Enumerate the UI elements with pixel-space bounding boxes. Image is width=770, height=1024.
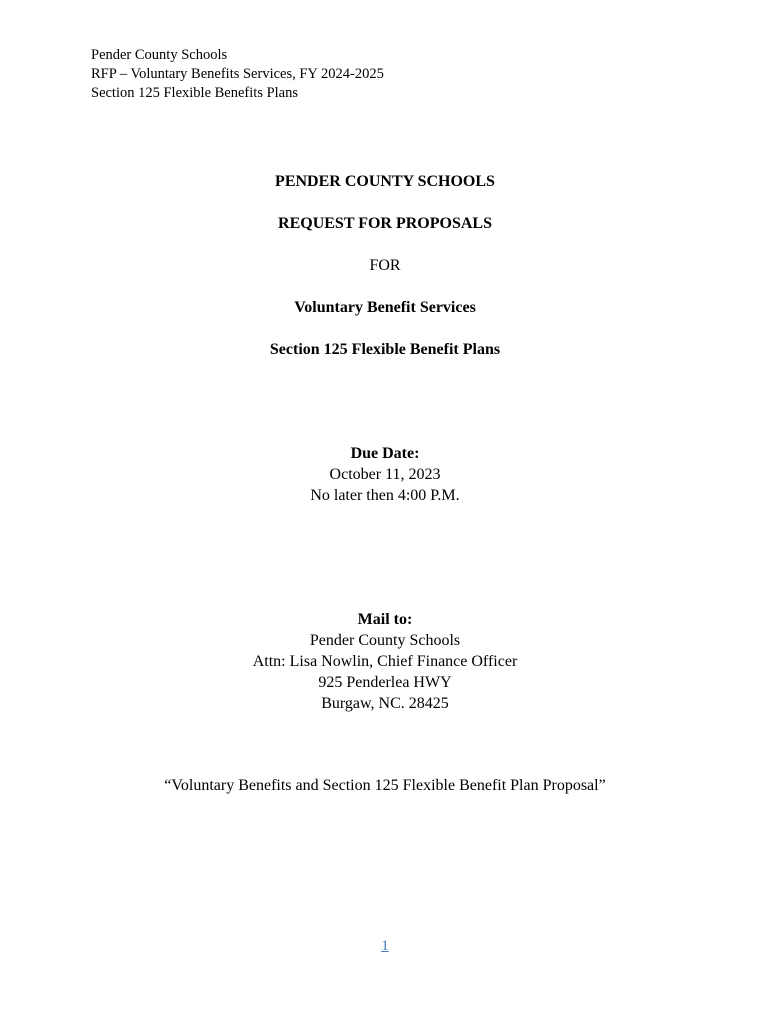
running-header — [91, 46, 384, 103]
title-rfp: REQUEST FOR PROPOSALS — [278, 215, 492, 232]
due-date-value: October 11, 2023 — [329, 466, 441, 483]
title-service: Voluntary Benefit Services — [294, 299, 476, 316]
header-section: Section 125 Flexible Benefits Plans — [91, 85, 299, 101]
mail-to-block — [0, 609, 770, 714]
due-time-value: No later then 4:00 P.M. — [310, 487, 460, 504]
header-rfp: RFP – Voluntary Benefits Services, FY 2024-2025 — [91, 66, 384, 82]
header-org: Pender County Schools — [91, 47, 228, 63]
page-number: 1 — [381, 938, 389, 954]
title-org: PENDER COUNTY SCHOOLS — [275, 173, 495, 190]
mail-to-label: Mail to: — [357, 611, 413, 628]
title-for: FOR — [369, 257, 401, 274]
due-date-block — [0, 443, 770, 506]
mail-recipient: Pender County Schools — [309, 632, 461, 649]
title-plan: Section 125 Flexible Benefit Plans — [269, 341, 501, 358]
mail-attention: Attn: Lisa Nowlin, Chief Finance Officer — [252, 653, 518, 670]
mail-city: Burgaw, NC. 28425 — [321, 695, 449, 712]
due-date-label: Due Date: — [350, 445, 420, 462]
mail-street: 925 Penderlea HWY — [318, 674, 452, 691]
proposal-title: “Voluntary Benefits and Section 125 Flexible Benefit Plan Proposal” — [164, 777, 606, 794]
